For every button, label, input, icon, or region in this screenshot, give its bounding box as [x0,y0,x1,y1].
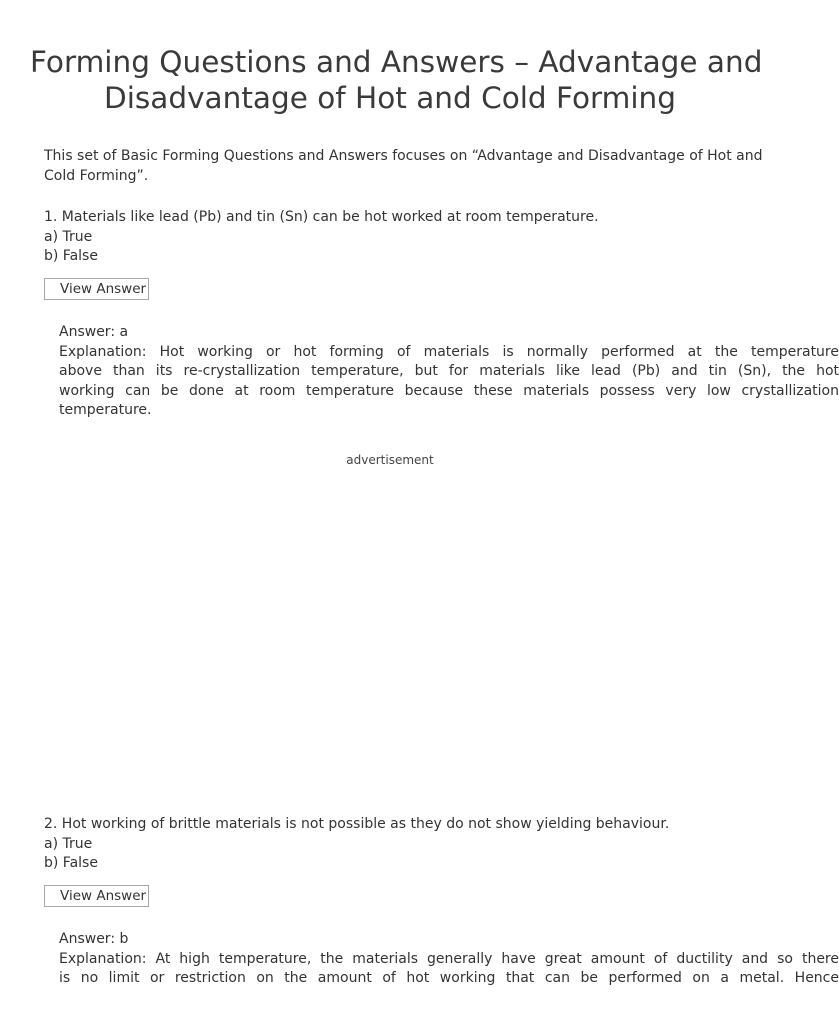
question-2-text: 2. Hot working of brittle materials is not possible as they do not show yielding behaviour. [44,816,670,832]
question-2-option-b: b) False [44,855,98,871]
answer-2-label: Answer: b [59,931,129,947]
question-1-option-b: b) False [44,248,98,264]
explanation-1-line-2: above than its re-crystallization temperature, but for materials like lead (Pb) and tin (Sn), the hot [59,363,839,380]
explanation-2-line-2: is no limit or restriction on the amount of hot working that can be performed on a metal. Hence [59,970,839,987]
intro-line-1: This set of Basic Forming Questions and Answers focuses on “Advantage and Disadvantage of Hot and [44,148,763,164]
answer-1-label: Answer: a [59,324,129,340]
question-2-option-a: a) True [44,835,93,852]
intro-line-2: Cold Forming”. [44,168,149,184]
answer-panel-1 [59,323,839,421]
view-answer-button-2[interactable]: View Answer [44,885,149,907]
explanation-2-line-1: Explanation: At high temperature, the materials generally have great amount of ductility and so there [59,950,839,967]
question-1 [44,208,744,267]
intro-paragraph [44,146,804,186]
advertisement-label: advertisement [346,453,434,467]
advertisement-slot [44,472,736,802]
article-content [30,0,839,988]
question-1-option-a: a) True [44,228,93,245]
question-2 [44,815,744,874]
explanation-1-line-1: Explanation: Hot working or hot forming of materials is normally performed at the temperature [59,343,839,360]
view-answer-button-1[interactable]: View Answer [44,278,149,300]
page-title-line-1: Forming Questions and Answers – Advantage and [30,45,763,79]
explanation-1-line-4: temperature. [59,402,152,419]
page-title-line-2: Disadvantage of Hot and Cold Forming [104,81,676,115]
page-title [30,44,763,116]
explanation-1-line-3: working can be done at room temperature because these materials possess very low crystallization [59,382,839,399]
answer-panel-2 [59,930,839,989]
question-1-text: 1. Materials like lead (Pb) and tin (Sn) can be hot worked at room temperature. [44,209,599,225]
